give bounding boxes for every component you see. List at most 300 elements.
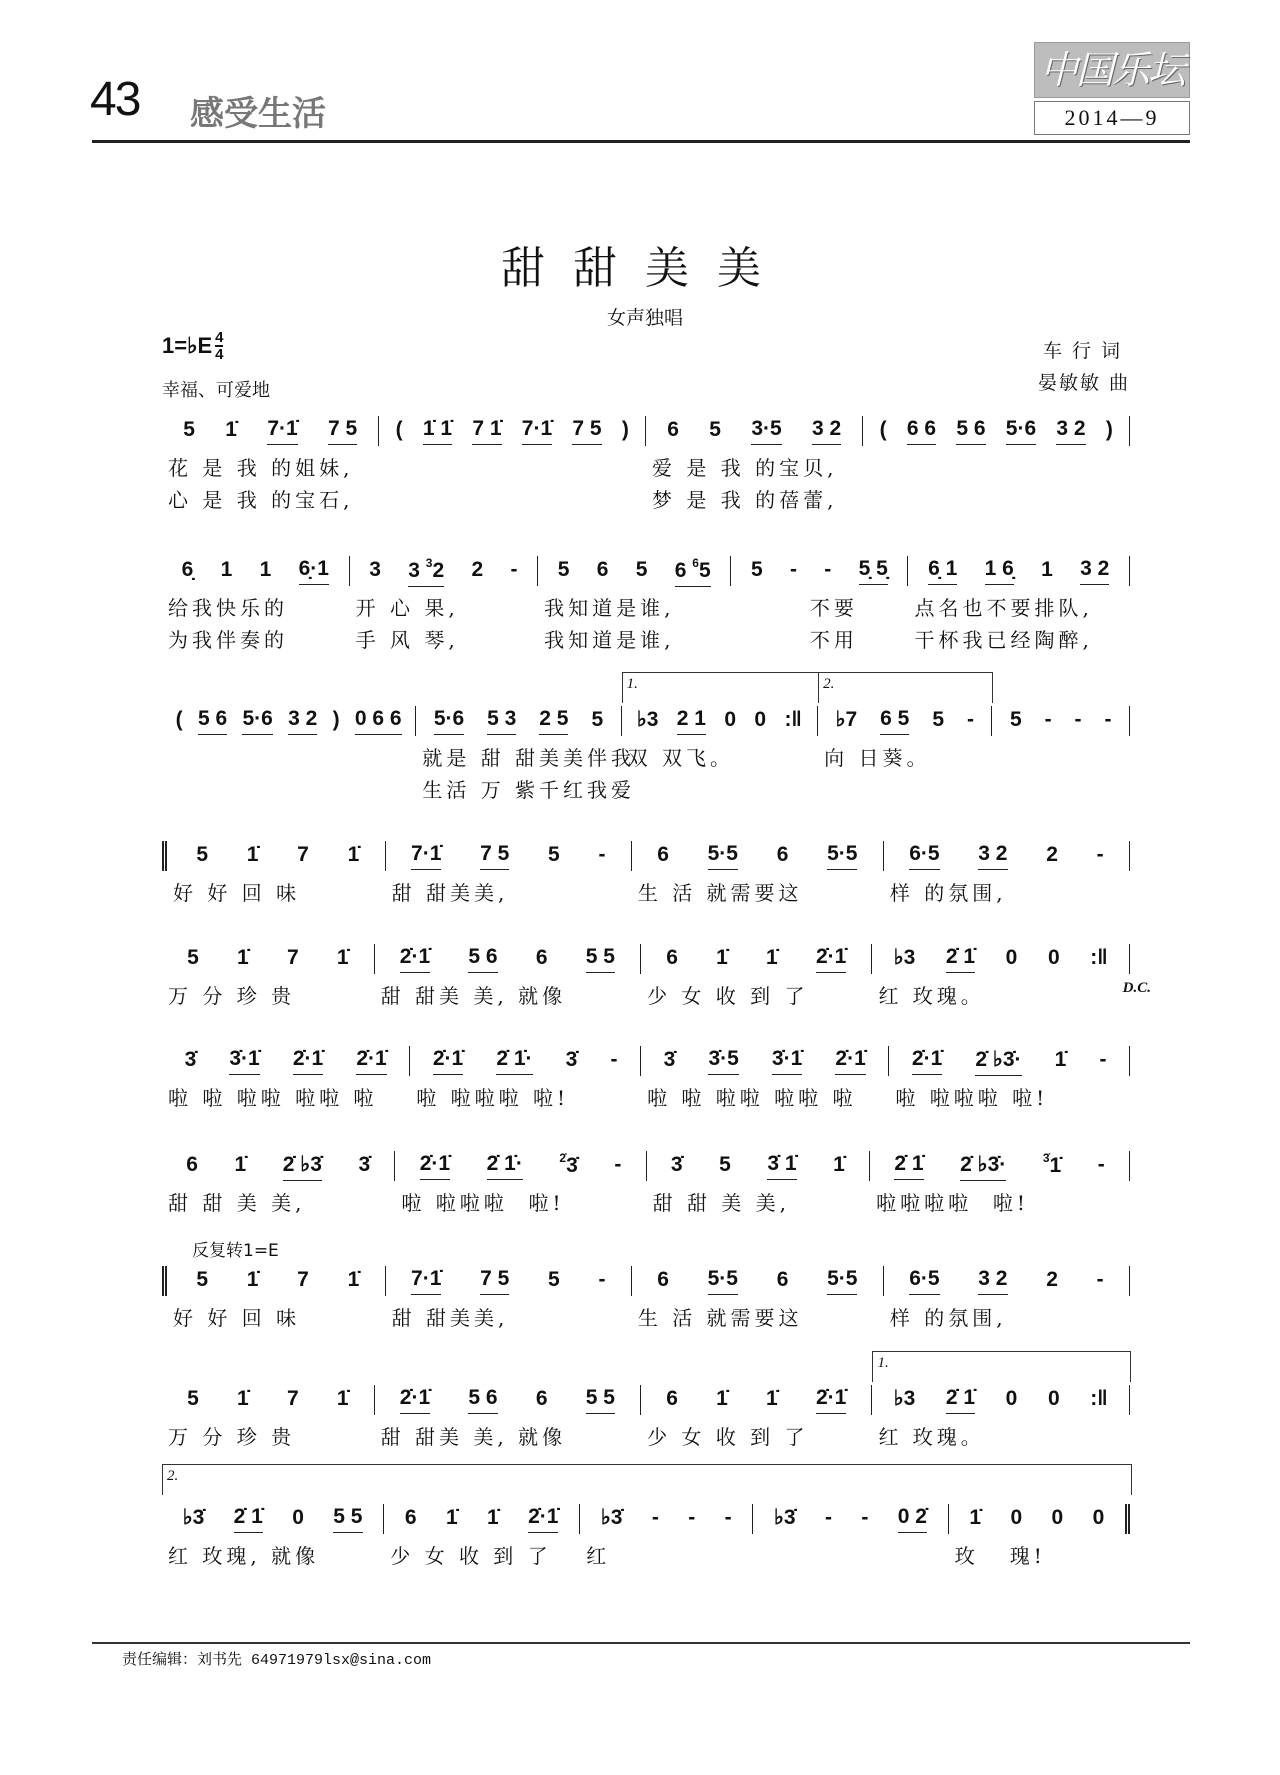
lyrics	[392, 877, 509, 909]
note: 1̇	[336, 945, 349, 969]
lyric-line: 就是 甜 甜美美伴我	[422, 746, 636, 770]
lyric-line: 向 日葵。	[824, 746, 931, 770]
volta-label: 2.	[167, 1468, 179, 1484]
note: -	[651, 1505, 659, 1529]
score-row	[162, 1241, 1130, 1330]
lyrics	[638, 877, 803, 909]
note: :‖	[784, 707, 802, 731]
lyrics	[647, 980, 808, 1012]
note: :‖	[1090, 1386, 1108, 1410]
lyrics	[878, 980, 984, 1012]
note: 5	[709, 417, 721, 441]
note: 1̇	[716, 945, 728, 969]
measure	[162, 1504, 384, 1568]
note-group: 5·6	[434, 707, 464, 735]
note-group: 3 2	[978, 1267, 1007, 1295]
measure	[162, 416, 379, 512]
volta-bracket	[162, 1464, 1132, 1495]
measure	[384, 1504, 580, 1568]
lyrics	[647, 1421, 808, 1453]
note: 3̇	[358, 1152, 371, 1176]
lyric-line: 甜 甜 美 美,	[168, 1191, 306, 1215]
note: -	[861, 1505, 869, 1529]
note: -	[825, 1505, 832, 1529]
note: 0	[724, 707, 737, 731]
lyric-line: 少 女 收 到 了	[390, 1544, 552, 1568]
note-group: 5·5	[827, 1267, 857, 1295]
lyric-line: 少 女 收 到 了	[647, 1425, 809, 1449]
note: 1̇	[347, 842, 360, 866]
lyrics	[168, 1421, 295, 1453]
note: 5	[187, 945, 199, 969]
lyric-line: 爱 是 我 的宝贝,	[652, 456, 838, 480]
lyric-line: 双 双飞。	[627, 746, 735, 770]
note: 6	[776, 842, 789, 866]
note: )	[621, 417, 629, 441]
note: 2	[1046, 1267, 1058, 1291]
note: 7	[297, 842, 309, 866]
measure	[162, 1151, 395, 1215]
lyrics	[168, 1187, 305, 1219]
song-subtitle: 女声独唱	[606, 307, 683, 329]
note-group: 7·1̇	[522, 417, 552, 445]
note: 7	[286, 945, 299, 969]
lyrics	[737, 592, 858, 656]
note-group: 2 1	[677, 707, 706, 735]
song-title: 甜甜美美	[501, 243, 789, 294]
lyrics	[168, 452, 353, 516]
lyric-line: 红 玫瑰, 就像	[168, 1544, 320, 1568]
note: 1̇	[766, 945, 778, 969]
lyrics	[890, 877, 1007, 909]
score-row	[162, 555, 1130, 652]
note: 6	[657, 842, 669, 866]
issue-number: 2014—9	[1034, 101, 1190, 135]
note: 6	[657, 1267, 669, 1291]
lyrics	[628, 742, 734, 774]
measure	[580, 1504, 753, 1568]
note-group: 2̇·1̇	[816, 1386, 846, 1414]
measure	[410, 1046, 641, 1110]
note: 6	[535, 945, 548, 969]
note: (	[175, 707, 183, 731]
measure	[863, 416, 1130, 446]
note: -	[966, 707, 974, 731]
note-group: 5 6	[956, 417, 985, 445]
note: 5	[932, 707, 944, 731]
measure	[818, 676, 992, 770]
score-row	[162, 676, 1130, 802]
note: -	[1099, 1047, 1107, 1071]
lyrics	[173, 1302, 300, 1334]
measure	[162, 1266, 386, 1330]
note: (	[879, 417, 887, 441]
lyrics	[890, 1302, 1007, 1334]
measure	[632, 1266, 884, 1330]
note-group: 2̇ 1̇	[894, 1152, 923, 1180]
note: 3̇	[663, 1047, 676, 1071]
lyric-line: 万 分 珍 贵	[168, 984, 296, 1008]
volta-label: 1.	[626, 676, 638, 692]
note: -	[610, 1047, 618, 1071]
note: )	[1105, 417, 1113, 441]
lyrics	[356, 592, 459, 656]
header-divider	[92, 140, 1190, 143]
note: 5	[557, 557, 570, 581]
volta-bracket	[872, 1351, 1131, 1382]
measure	[884, 1266, 1130, 1330]
note-group: 3 2	[1056, 417, 1085, 445]
lyric-line: 啦啦啦啦 啦!	[876, 1191, 1029, 1215]
lyric-line: 样 的氛围,	[889, 1306, 1007, 1330]
lyrics	[422, 742, 635, 806]
lyric-line: 玫 瑰!	[954, 1544, 1046, 1568]
note-group: 6·5	[909, 1267, 939, 1295]
lyrics	[168, 980, 295, 1012]
note: 6	[596, 557, 609, 581]
lyrics	[392, 1302, 509, 1334]
lyric-line: 点名也不要排队,	[914, 596, 1093, 620]
note: 6	[776, 1267, 789, 1291]
lyric-line: 好 好 回 味	[173, 1306, 301, 1330]
lyric-line: 样 的氛围,	[889, 881, 1007, 905]
note-group: 3·5	[751, 417, 781, 445]
note-group: 3 2	[812, 417, 841, 445]
note: 5	[698, 558, 711, 582]
lyrics	[168, 592, 288, 656]
grace-note: 6	[692, 555, 699, 570]
lyric-line: 甜 甜 美 美,	[652, 1191, 791, 1215]
note-group: 6̣ 1	[928, 557, 957, 585]
time-bottom: 4	[215, 346, 224, 363]
note: :‖	[1090, 945, 1108, 969]
note: -	[1074, 707, 1082, 731]
measure	[889, 1046, 1130, 1110]
lyric-line: 好 好 回 味	[173, 881, 301, 905]
note: 1̇	[234, 1152, 247, 1176]
lyric-line: 开 心 果,	[355, 596, 459, 620]
note: 3	[369, 557, 381, 581]
grace-note: 3̇	[1042, 1151, 1050, 1165]
note: -	[1096, 1267, 1104, 1291]
note: 3	[408, 558, 426, 582]
note: 5	[183, 417, 195, 441]
measure	[731, 556, 908, 652]
tempo-marking: 幸福、可爱地	[162, 380, 270, 401]
time-signature	[215, 330, 223, 362]
lyric-line: 生 活 就需要这	[637, 881, 803, 905]
note-group: 2̇·1̇	[528, 1505, 558, 1533]
note: 3̇	[566, 1154, 578, 1177]
note-group: 2̇·1̇	[400, 945, 430, 973]
measure	[162, 944, 375, 1008]
lyric-line: 为我伴奏的	[168, 628, 288, 652]
score-row	[162, 944, 1151, 1008]
da-capo-mark: D.C.	[1122, 980, 1151, 996]
lyrics	[652, 452, 837, 516]
note: 5	[719, 1152, 731, 1176]
measure	[870, 1151, 1130, 1215]
note-group: 3̇·1̇	[229, 1047, 259, 1075]
note: 3̇	[565, 1047, 578, 1071]
note: 1	[1041, 557, 1053, 581]
note-group: 2̇ 1̇·	[487, 1152, 523, 1180]
note: 3̇	[184, 1047, 197, 1071]
measure	[162, 706, 416, 736]
measure	[872, 944, 1151, 1008]
measure	[162, 1385, 375, 1449]
measure	[753, 1504, 948, 1534]
note: 1̇	[246, 1267, 259, 1291]
note-group: 7·1̇	[411, 842, 441, 870]
note-group: 2̇ ♭3̇	[283, 1152, 322, 1181]
composer-credit: 晏敏敏 曲	[1037, 372, 1130, 394]
lyrics	[401, 1187, 564, 1219]
measure	[992, 706, 1130, 736]
note-group: 5 5	[333, 1505, 362, 1533]
footer-divider	[92, 1642, 1190, 1644]
measure	[538, 555, 731, 652]
note-group: 2̇·1̇	[912, 1047, 942, 1075]
lyric-line: 手 风 琴,	[355, 628, 459, 652]
note-group: 7 5	[572, 417, 601, 445]
note-group: 7 5	[328, 417, 357, 445]
note-group: 2̇ 1̇	[234, 1505, 263, 1533]
lyric-line: 生 活 就需要这	[637, 1306, 803, 1330]
note: 1̇	[1054, 1047, 1067, 1071]
measure	[162, 556, 350, 652]
note-group: 5 5	[586, 1386, 615, 1414]
note: -	[510, 557, 518, 581]
volta-bracket	[622, 672, 819, 703]
note-group: 2̇ 1̇	[946, 1386, 975, 1414]
key-label: 1=♭E	[162, 333, 213, 358]
lyrics	[955, 1540, 1046, 1572]
lyrics	[638, 1302, 803, 1334]
lyrics	[168, 1540, 319, 1572]
note: -	[688, 1505, 696, 1529]
lyrics	[416, 1082, 569, 1114]
lyric-line: 啦 啦 啦啦 啦啦 啦	[647, 1086, 857, 1110]
note: 1̇	[716, 1386, 728, 1410]
note: -	[614, 1152, 622, 1176]
lyricist-credit: 车行词	[1042, 340, 1130, 362]
note-group: 2 5	[539, 707, 568, 735]
measure	[884, 841, 1130, 905]
note: 1̇	[237, 945, 249, 969]
note-group: 5·5	[708, 842, 738, 870]
lyrics	[653, 1187, 790, 1219]
note-group: 3̇·1̇	[772, 1047, 802, 1075]
note: 5	[196, 842, 209, 866]
grace-note: 3	[425, 555, 433, 570]
note: 6	[404, 1505, 417, 1529]
measure	[162, 841, 386, 905]
note-group-grace	[1043, 1151, 1061, 1181]
grace-note: 2̇	[559, 1151, 567, 1165]
note-group: 6 5	[880, 707, 909, 735]
note: )	[332, 707, 340, 731]
note: ♭3̇	[182, 1506, 205, 1529]
note-group: 2̇·1̇	[356, 1047, 386, 1075]
note: 6	[666, 945, 678, 969]
note: 5	[750, 557, 763, 581]
measure	[908, 556, 1130, 652]
modulation-label: 反复转1=E	[192, 1241, 279, 1261]
note-group: 0 2̇	[898, 1505, 927, 1533]
note-group-grace	[675, 556, 711, 587]
note: ♭3	[893, 1387, 916, 1410]
footer	[122, 1648, 431, 1669]
score-row	[162, 841, 1130, 905]
lyrics	[914, 592, 1092, 656]
measure	[632, 841, 884, 905]
note: -	[1044, 707, 1052, 731]
note: -	[1097, 1152, 1105, 1176]
lyrics	[390, 1540, 551, 1572]
note-group: 5·5	[708, 1267, 738, 1295]
note-group: 5̣ 5̣	[859, 557, 888, 585]
note: 1̇	[445, 1505, 458, 1529]
measure	[416, 706, 636, 802]
note: 5	[548, 1267, 560, 1291]
editor-credit: 责任编辑：刘书先	[122, 1652, 243, 1669]
note-group: 7·1̇	[411, 1267, 441, 1295]
note: ♭3̇	[774, 1506, 796, 1529]
page-number: 43	[90, 73, 140, 126]
lyrics	[647, 1082, 856, 1114]
note: 0	[292, 1505, 304, 1529]
lyric-line: 甜 甜美美,	[391, 1306, 509, 1330]
note-group: 2̇·1̇	[293, 1047, 323, 1075]
note: 6	[667, 417, 679, 441]
lyrics	[586, 1540, 610, 1572]
lyric-line: 红 玫瑰。	[878, 1425, 985, 1449]
lyric-line: 心 是 我 的宝石,	[168, 488, 354, 512]
lyric-line: 甜 甜美 美, 就像	[380, 984, 567, 1008]
note-group: 5 6	[198, 707, 227, 735]
note: 6	[666, 1386, 678, 1410]
note: 1̇	[487, 1505, 499, 1529]
note: 6	[535, 1386, 548, 1410]
note-group: 2̇·1̇	[835, 1047, 865, 1075]
note: 0	[1010, 1505, 1023, 1529]
note-group: 5 6	[468, 945, 497, 973]
note: -	[724, 1505, 732, 1529]
lyrics	[381, 1421, 566, 1453]
note-group: 3 2	[978, 842, 1007, 870]
lyrics	[544, 592, 674, 656]
note: -	[598, 1267, 606, 1291]
note: 1	[220, 557, 233, 581]
note-group: 2̇ ♭3̇·	[975, 1047, 1021, 1076]
note-group: 7 5	[480, 1267, 509, 1295]
lyric-line: 不用	[737, 628, 858, 652]
note-group: 3 2	[288, 707, 317, 735]
note: 5	[196, 1267, 209, 1291]
note: 1	[259, 557, 272, 581]
note: 6̣	[181, 557, 194, 581]
lyric-line: 红 玫瑰。	[878, 984, 985, 1008]
lyric-line: 给我快乐的	[168, 596, 288, 620]
measure	[162, 1046, 410, 1110]
score-row	[162, 1151, 1130, 1215]
note-group: 2̇·1̇	[816, 945, 846, 973]
lyrics	[824, 742, 930, 774]
note: 5	[591, 707, 604, 731]
note: 5	[187, 1386, 199, 1410]
note: 0	[1092, 1505, 1105, 1529]
note: 1̇	[833, 1152, 845, 1176]
measure	[647, 1151, 871, 1215]
note-group: 5 5	[586, 945, 615, 973]
volta-bracket	[818, 672, 993, 703]
note-group: 1 6̣	[985, 557, 1014, 585]
note-group-grace	[408, 556, 444, 587]
lyric-line: 花 是 我 的姐妹,	[168, 456, 354, 480]
note: 3̇	[670, 1152, 683, 1176]
note: 1̇	[225, 417, 237, 441]
note: 0	[1047, 945, 1060, 969]
note-group: 2̇·1̇	[433, 1047, 463, 1075]
note-group: 5 6	[468, 1386, 497, 1414]
note-group: 0 6 6	[355, 707, 402, 735]
lyric-line: 生活 万 紫千红我爱	[422, 778, 636, 802]
measure	[375, 944, 641, 1008]
note: ♭3̇	[600, 1506, 623, 1529]
note: 5	[635, 557, 648, 581]
lyric-line: 甜 甜美 美, 就像	[380, 1425, 567, 1449]
lyric-line: 啦 啦 啦啦 啦啦 啦	[168, 1086, 378, 1110]
note-group: 2̇·1̇	[420, 1152, 450, 1180]
magazine-logo: 中国乐坛	[1034, 42, 1190, 98]
lyrics	[173, 877, 300, 909]
note: ♭7	[835, 708, 858, 731]
note-group: 2̇ 1̇	[946, 945, 975, 973]
lyric-line: 干杯我已经陶醉,	[914, 628, 1093, 652]
time-top: 4	[215, 329, 224, 346]
note: 6	[186, 1152, 198, 1176]
note: ♭3	[636, 708, 659, 731]
note: 1̇	[237, 1386, 249, 1410]
note: 1̇	[1049, 1154, 1062, 1177]
note: -	[824, 557, 832, 581]
note-group: 5·6	[242, 707, 272, 735]
note: 7	[297, 1267, 309, 1291]
measure	[641, 1385, 872, 1449]
lyric-line: 甜 甜美美,	[391, 881, 509, 905]
lyrics	[895, 1082, 1048, 1114]
note-group: 5·5	[827, 842, 857, 870]
note-group: 3 2	[1080, 557, 1109, 585]
note: 1̇	[347, 1267, 360, 1291]
note-group: 3̇ 1̇	[767, 1152, 796, 1180]
note: 0	[1005, 945, 1018, 969]
note-group: 7·1̇	[267, 417, 297, 445]
measure	[622, 676, 818, 770]
note: 2	[432, 558, 445, 582]
note: 5	[548, 842, 560, 866]
lyric-line: 不要	[737, 596, 858, 620]
volta-label: 2.	[823, 676, 835, 692]
note-group: 2̇ ♭3̇·	[960, 1152, 1006, 1181]
note-group: 6̣·1	[299, 557, 329, 585]
score-row	[162, 1355, 1130, 1449]
note-group: 6 6	[907, 417, 936, 445]
lyrics	[168, 1082, 377, 1114]
score-row	[162, 1468, 1130, 1568]
lyric-line: 梦 是 我 的蓓蕾,	[652, 488, 838, 512]
